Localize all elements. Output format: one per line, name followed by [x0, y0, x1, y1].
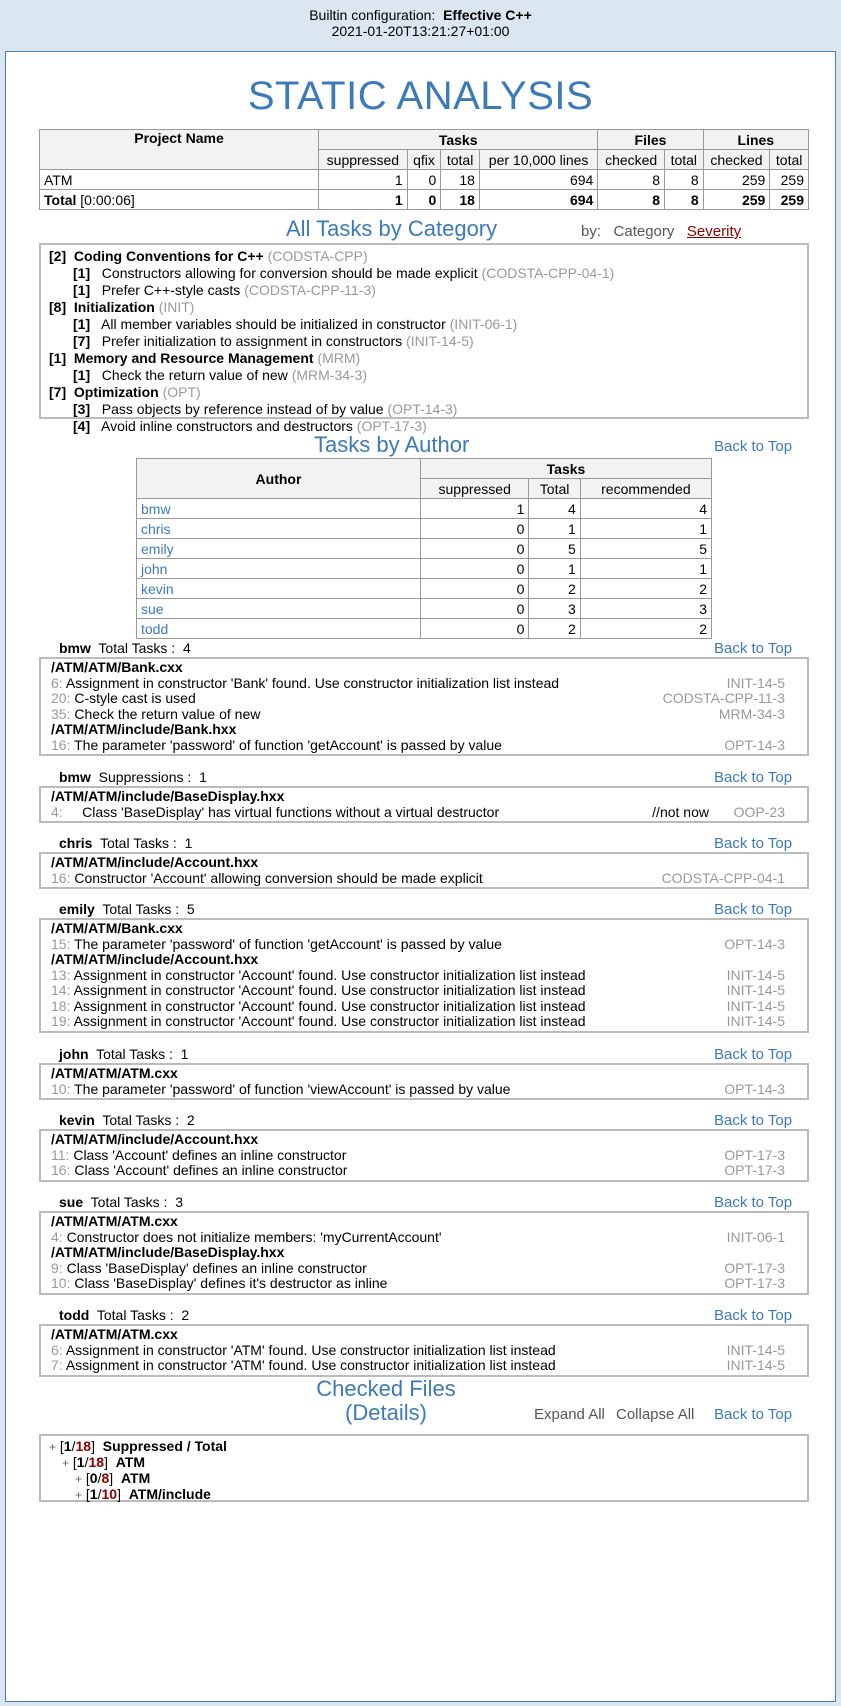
- detail-author: bmw: [59, 769, 91, 785]
- rule-name: Check the return value of new: [101, 367, 288, 383]
- author-detail-box: [39, 852, 809, 889]
- page-title: STATIC ANALYSIS: [247, 74, 594, 118]
- col-lines: Lines: [703, 130, 808, 150]
- cell-total: 5: [529, 539, 580, 559]
- tree-node[interactable]: + [1/18] Suppressed / Total: [49, 1438, 227, 1454]
- col-tasks: Tasks: [421, 459, 712, 479]
- suppressed-count: 1: [76, 1454, 85, 1470]
- task-message: Constructor 'Account' allowing conversion should be made explicit: [74, 869, 483, 886]
- table-row: [137, 579, 712, 599]
- line-number: 35:: [51, 705, 71, 722]
- task-message: Assignment in constructor 'ATM' found. Use constructor initialization list instead: [65, 1357, 556, 1373]
- total-count: 8: [101, 1470, 110, 1486]
- tree-node-name: ATM/include: [128, 1486, 211, 1502]
- cell-suppressed: 0: [421, 599, 529, 619]
- category-item[interactable]: [49, 350, 799, 367]
- task-row[interactable]: [51, 676, 797, 692]
- sort-by-label: by:: [581, 223, 602, 240]
- author-detail-box: [39, 786, 809, 823]
- table-row: [137, 519, 712, 539]
- task-message: Constructor does not initialize members: 'myCurrentAccount': [66, 1228, 442, 1245]
- cell-suppressed: 0: [421, 519, 529, 539]
- cell: 0: [407, 170, 441, 190]
- line-number: 11:: [51, 1146, 70, 1163]
- author-cell: [137, 579, 421, 599]
- task-row[interactable]: [51, 871, 797, 887]
- rule-code: (MRM-34-3): [291, 367, 368, 383]
- col-per10k: per 10,000 lines: [479, 150, 597, 170]
- back-to-top-link[interactable]: Back to Top: [714, 438, 793, 455]
- author-cell: [137, 599, 421, 619]
- line-number: 14:: [51, 982, 71, 998]
- cell-total: 1: [529, 559, 580, 579]
- rule-count: [1]: [73, 282, 91, 298]
- author-cell: [137, 539, 421, 559]
- author-table: [136, 458, 712, 639]
- cell-suppressed: 1: [421, 499, 529, 519]
- cell: 1: [319, 190, 408, 210]
- tree-node-name: ATM: [120, 1470, 151, 1486]
- author-section-title: Tasks by Author: [314, 432, 470, 457]
- author-link[interactable]: todd: [141, 620, 169, 637]
- detail-author: todd: [59, 1307, 90, 1323]
- detail-author: chris: [59, 835, 93, 851]
- sort-by-category[interactable]: Category: [613, 223, 675, 240]
- cell: 8: [598, 190, 665, 210]
- author-detail-box: [39, 657, 809, 756]
- cell: 0: [407, 190, 441, 210]
- detail-count: 1: [180, 1046, 189, 1062]
- category-count: [8]: [49, 299, 67, 315]
- rule-id: CODSTA-CPP-04-1: [661, 869, 785, 886]
- category-count: [1]: [49, 350, 67, 366]
- category-count: [2]: [49, 248, 67, 264]
- tree-node-name: ATM: [115, 1454, 146, 1470]
- col-files: Files: [598, 130, 703, 150]
- author-detail-box: [39, 918, 809, 1033]
- task-row[interactable]: [51, 1082, 797, 1098]
- rule-id: INIT-14-5: [726, 966, 785, 983]
- task-message: Assignment in constructor 'Account' found. Use constructor initialization list instead: [73, 1013, 586, 1029]
- rule-id: OPT-17-3: [724, 1146, 785, 1163]
- line-number: 10:: [51, 1080, 71, 1097]
- category-code: (CODSTA-CPP): [267, 248, 368, 264]
- rule-count: [7]: [73, 333, 91, 349]
- cell-suppressed: 0: [421, 559, 529, 579]
- detail-label: Total Tasks :: [98, 640, 176, 656]
- file-path[interactable]: /ATM/ATM/ATM.cxx: [51, 1065, 178, 1081]
- detail-author: kevin: [59, 1112, 95, 1128]
- task-message: The parameter 'password' of function 'getAccount' is passed by value: [74, 935, 502, 952]
- detail-count: 2: [186, 1112, 195, 1128]
- file-path[interactable]: /ATM/ATM/Bank.cxx: [51, 920, 183, 936]
- line-number: 18:: [51, 997, 71, 1014]
- rule-name: Pass objects by reference instead of by value: [101, 401, 384, 417]
- detail-label: Suppressions :: [98, 769, 192, 785]
- summary-table: [39, 129, 809, 210]
- task-message: Class 'Account' defines an inline constructor: [74, 1162, 348, 1178]
- cell: 18: [441, 190, 480, 210]
- rule-name: Avoid inline constructors and destructors: [101, 418, 353, 434]
- task-row[interactable]: [51, 1163, 797, 1179]
- file-path[interactable]: /ATM/ATM/Bank.cxx: [51, 659, 183, 675]
- cell-recommended: 3: [580, 599, 711, 619]
- task-message: Class 'Account' defines an inline constructor: [73, 1146, 347, 1163]
- project-name: ATM: [40, 170, 319, 190]
- rule-id: OPT-17-3: [724, 1275, 785, 1291]
- back-to-top-link[interactable]: Back to Top: [714, 769, 793, 786]
- cell-recommended: 1: [580, 559, 711, 579]
- author-link[interactable]: kevin: [141, 580, 174, 597]
- cell-recommended: 2: [580, 619, 711, 639]
- detail-label: Total Tasks :: [96, 1307, 174, 1323]
- line-number: 16:: [51, 1162, 71, 1178]
- rule-id: INIT-06-1: [726, 1228, 785, 1245]
- task-message: Class 'BaseDisplay' defines an inline constructor: [66, 1259, 367, 1276]
- task-row[interactable]: [51, 983, 797, 999]
- rule-item[interactable]: [49, 282, 799, 299]
- line-number: 4:: [51, 803, 63, 820]
- back-to-top-link[interactable]: Back to Top: [714, 640, 793, 657]
- category-name: Initialization: [73, 299, 155, 315]
- task-row[interactable]: [51, 1358, 797, 1374]
- task-message: Assignment in constructor 'Bank' found. Use constructor initialization list instead: [65, 674, 560, 691]
- rule-id: CODSTA-CPP-11-3: [662, 690, 785, 706]
- report-page: [5, 51, 836, 1702]
- cell: 259: [703, 190, 770, 210]
- suppressed-count: 0: [89, 1470, 98, 1486]
- task-row[interactable]: [51, 707, 797, 723]
- col-author: Author: [137, 459, 421, 499]
- cell-recommended: 5: [580, 539, 711, 559]
- col-total: Total: [529, 479, 580, 499]
- expand-icon[interactable]: +: [75, 1472, 83, 1486]
- author-link[interactable]: sue: [141, 600, 164, 617]
- cell-total: 2: [529, 579, 580, 599]
- rule-count: [4]: [73, 418, 91, 434]
- suppressed-count: 1: [63, 1438, 72, 1454]
- sort-by-controls: [581, 223, 741, 240]
- line-number: 6:: [51, 674, 63, 691]
- task-message: C-style cast is used: [74, 690, 196, 706]
- author-link[interactable]: bmw: [141, 500, 171, 517]
- rule-item[interactable]: [49, 401, 799, 418]
- category-item[interactable]: [49, 384, 799, 401]
- summary-row-total: [40, 190, 809, 210]
- line-number: 9:: [51, 1259, 63, 1276]
- back-to-top-link[interactable]: Back to Top: [714, 1046, 793, 1063]
- file-path[interactable]: /ATM/ATM/include/Account.hxx: [51, 951, 259, 967]
- author-detail-box: [39, 1063, 809, 1100]
- rule-item[interactable]: [49, 367, 799, 384]
- project-name: Total [0:00:06]: [40, 190, 319, 210]
- author-cell: [137, 499, 421, 519]
- task-message: Class 'BaseDisplay' has virtual functions without a virtual destructor: [66, 803, 500, 820]
- rule-code: (INIT-06-1): [449, 316, 518, 332]
- task-row[interactable]: [51, 1276, 797, 1292]
- task-message: Assignment in constructor 'Account' found. Use constructor initialization list instead: [73, 982, 586, 998]
- rule-code: (CODSTA-CPP-11-3): [244, 282, 376, 298]
- back-to-top-link[interactable]: Back to Top: [714, 835, 793, 852]
- rule-count: [3]: [73, 401, 91, 417]
- author-detail-box: [39, 1211, 809, 1295]
- col-files-total: total: [664, 150, 703, 170]
- col-tasks: Tasks: [319, 130, 598, 150]
- report-timestamp: 2021-01-20T13:21:27+01:00: [331, 23, 510, 39]
- rule-count: [1]: [73, 367, 91, 383]
- task-row[interactable]: [51, 691, 797, 707]
- category-section-title: All Tasks by Category: [286, 216, 498, 241]
- detail-label: Total Tasks :: [96, 1046, 173, 1062]
- table-row: [137, 499, 712, 519]
- author-cell: [137, 559, 421, 579]
- suppressed-count: 1: [89, 1486, 98, 1502]
- author-detail-header: [59, 1112, 195, 1128]
- cell: 1: [319, 170, 408, 190]
- line-number: 7:: [51, 1357, 63, 1373]
- file-path[interactable]: /ATM/ATM/include/Account.hxx: [51, 1131, 259, 1147]
- line-number: 4:: [51, 1228, 63, 1245]
- cell-suppressed: 0: [421, 539, 529, 559]
- task-row[interactable]: [51, 968, 797, 984]
- cell: 8: [598, 170, 665, 190]
- detail-author: sue: [59, 1194, 84, 1210]
- line-number: 10:: [51, 1275, 71, 1291]
- detail-count: 2: [181, 1307, 190, 1323]
- rule-id: OPT-14-3: [724, 736, 785, 753]
- author-detail-header: [59, 1307, 189, 1323]
- cell-total: 1: [529, 519, 580, 539]
- category-item[interactable]: [49, 299, 799, 316]
- rule-id: OPT-14-3: [724, 935, 785, 952]
- detail-count: 5: [186, 901, 195, 917]
- task-row[interactable]: [51, 1230, 797, 1246]
- file-path[interactable]: /ATM/ATM/include/BaseDisplay.hxx: [51, 788, 285, 804]
- rule-id: MRM-34-3: [718, 705, 785, 722]
- tree-node[interactable]: + [1/10] ATM/include: [75, 1486, 211, 1502]
- detail-author: john: [59, 1046, 89, 1062]
- detail-count: 1: [199, 769, 207, 785]
- author-cell: [137, 619, 421, 639]
- rule-id: OPT-17-3: [724, 1259, 785, 1276]
- rule-id: OOP-23: [733, 803, 785, 820]
- cell-suppressed: 0: [421, 619, 529, 639]
- col-recommended: recommended: [580, 479, 711, 499]
- author-detail-header: [59, 1046, 188, 1062]
- cell-suppressed: 0: [421, 579, 529, 599]
- rule-code: (INIT-14-5): [406, 333, 474, 349]
- rule-id: INIT-14-5: [726, 997, 785, 1014]
- back-to-top-link[interactable]: Back to Top: [714, 901, 793, 918]
- cell: 8: [664, 170, 703, 190]
- detail-count: 3: [175, 1194, 184, 1210]
- task-row[interactable]: [51, 1014, 797, 1030]
- col-lines-checked: checked: [703, 150, 770, 170]
- task-row[interactable]: [51, 805, 797, 821]
- author-link[interactable]: john: [141, 560, 168, 577]
- rule-count: [1]: [73, 265, 91, 281]
- file-path[interactable]: /ATM/ATM/include/Bank.hxx: [51, 721, 237, 737]
- config-name: Effective C++: [443, 7, 532, 23]
- cell: 694: [479, 190, 597, 210]
- task-message: Class 'BaseDisplay' defines it's destructor as inline: [74, 1275, 388, 1291]
- expand-icon[interactable]: +: [75, 1488, 83, 1502]
- total-count: 18: [88, 1454, 105, 1470]
- expand-icon[interactable]: +: [62, 1456, 70, 1470]
- rule-item[interactable]: [49, 333, 799, 350]
- line-number: 16:: [51, 869, 71, 886]
- line-number: 16:: [51, 736, 71, 753]
- cell-recommended: 4: [580, 499, 711, 519]
- task-row[interactable]: [51, 937, 797, 953]
- line-number: 15:: [51, 935, 71, 952]
- rule-code: (OPT-17-3): [356, 418, 427, 434]
- task-row[interactable]: [51, 1343, 797, 1359]
- author-link[interactable]: emily: [141, 540, 174, 557]
- cell: 694: [479, 170, 597, 190]
- category-item[interactable]: [49, 248, 799, 265]
- file-path[interactable]: /ATM/ATM/include/Account.hxx: [51, 854, 259, 870]
- line-number: 6:: [51, 1341, 63, 1358]
- category-name: Coding Conventions for C++: [73, 248, 264, 264]
- task-message: Check the return value of new: [74, 705, 261, 722]
- cell-recommended: 2: [580, 579, 711, 599]
- config-label: Builtin configuration:: [309, 7, 436, 23]
- report-header: [0, 0, 841, 51]
- rule-id: INIT-14-5: [726, 674, 785, 691]
- task-message: Assignment in constructor 'ATM' found. Use constructor initialization list instead: [65, 1341, 556, 1358]
- cell-total: 3: [529, 599, 580, 619]
- back-to-top-link[interactable]: Back to Top: [714, 1406, 793, 1423]
- line-number: 20:: [51, 690, 71, 706]
- cell: 259: [770, 170, 809, 190]
- rule-id: INIT-14-5: [726, 1357, 785, 1373]
- tree-node[interactable]: + [0/8] ATM: [75, 1470, 151, 1486]
- file-path[interactable]: /ATM/ATM/ATM.cxx: [51, 1213, 178, 1229]
- category-count: [7]: [49, 384, 67, 400]
- collapse-all-link[interactable]: Collapse All: [616, 1406, 695, 1423]
- col-total: total: [441, 150, 480, 170]
- author-detail-box: [39, 1129, 809, 1182]
- rule-item[interactable]: [49, 316, 799, 333]
- table-row: [137, 599, 712, 619]
- col-suppressed: suppressed: [319, 150, 408, 170]
- author-detail-header: [59, 640, 191, 656]
- task-row[interactable]: [51, 999, 797, 1015]
- col-project-name: Project Name: [40, 130, 319, 170]
- task-row[interactable]: [51, 1261, 797, 1277]
- back-to-top-link[interactable]: Back to Top: [714, 1194, 793, 1211]
- cell-total: 4: [529, 499, 580, 519]
- rule-code: (CODSTA-CPP-04-1): [481, 265, 615, 281]
- line-number: 13:: [51, 966, 71, 983]
- category-code: (INIT): [158, 299, 195, 315]
- task-row[interactable]: [51, 738, 797, 754]
- detail-label: Total Tasks :: [102, 901, 180, 917]
- rule-name: Prefer initialization to assignment in constructors: [101, 333, 403, 349]
- category-code: (MRM): [317, 350, 361, 366]
- rule-name: Prefer C++-style casts: [101, 282, 241, 298]
- rule-count: [1]: [73, 316, 91, 332]
- author-detail-box: [39, 1324, 809, 1377]
- cell: 259: [703, 170, 770, 190]
- table-row: [137, 619, 712, 639]
- suppression-comment: //not now: [652, 803, 709, 820]
- cell-recommended: 1: [580, 519, 711, 539]
- cell: 18: [441, 170, 480, 190]
- tree-node[interactable]: + [1/18] ATM: [62, 1454, 146, 1470]
- detail-label: Total Tasks :: [90, 1194, 168, 1210]
- rule-code: (OPT-14-3): [387, 401, 458, 417]
- expand-icon[interactable]: +: [49, 1440, 57, 1454]
- task-message: Assignment in constructor 'Account' found. Use constructor initialization list instead: [73, 966, 586, 983]
- sort-by-severity-link[interactable]: Severity: [686, 223, 742, 240]
- checked-files-title: Checked Files (Details): [316, 1376, 456, 1425]
- task-row[interactable]: [51, 1148, 797, 1164]
- rule-id: INIT-14-5: [726, 982, 785, 998]
- col-suppressed: suppressed: [421, 479, 529, 499]
- col-lines-total: total: [770, 150, 809, 170]
- detail-author: emily: [59, 901, 95, 917]
- detail-label: Total Tasks :: [102, 1112, 180, 1128]
- col-qfix: qfix: [407, 150, 441, 170]
- back-to-top-link[interactable]: Back to Top: [714, 1112, 793, 1129]
- detail-count: 1: [184, 835, 193, 851]
- rule-id: INIT-14-5: [726, 1013, 785, 1029]
- cell: 259: [770, 190, 809, 210]
- rule-name: All member variables should be initialized in constructor: [101, 316, 446, 332]
- summary-row-atm: [40, 170, 809, 190]
- col-files-checked: checked: [598, 150, 665, 170]
- task-message: The parameter 'password' of function 'getAccount' is passed by value: [74, 736, 502, 753]
- author-link[interactable]: chris: [141, 520, 171, 537]
- category-code: (OPT): [162, 384, 201, 400]
- tree-node-name: Suppressed / Total: [102, 1438, 227, 1454]
- task-message: Assignment in constructor 'Account' found. Use constructor initialization list instead: [73, 997, 586, 1014]
- rule-id: INIT-14-5: [726, 1341, 785, 1358]
- total-count: 10: [101, 1486, 118, 1502]
- category-name: Memory and Resource Management: [73, 350, 314, 366]
- total-count: 18: [75, 1438, 92, 1454]
- expand-all-link[interactable]: Expand All: [534, 1406, 605, 1423]
- back-to-top-link[interactable]: Back to Top: [714, 1307, 793, 1324]
- detail-label: Total Tasks :: [100, 835, 177, 851]
- line-number: 19:: [51, 1013, 71, 1029]
- file-path[interactable]: /ATM/ATM/ATM.cxx: [51, 1326, 178, 1342]
- detail-author: bmw: [59, 640, 91, 656]
- author-detail-header: [59, 901, 195, 917]
- cell-total: 2: [529, 619, 580, 639]
- rule-id: OPT-14-3: [724, 1080, 785, 1097]
- category-name: Optimization: [73, 384, 159, 400]
- cell: 8: [664, 190, 703, 210]
- rule-item[interactable]: [49, 265, 799, 282]
- checked-files-tree: [39, 1434, 809, 1502]
- author-detail-header: [59, 1194, 183, 1210]
- table-row: [137, 559, 712, 579]
- detail-count: 4: [182, 640, 191, 656]
- category-tree: [39, 243, 809, 434]
- table-row: [137, 539, 712, 559]
- author-detail-header: [59, 835, 192, 851]
- author-cell: [137, 519, 421, 539]
- task-message: The parameter 'password' of function 'viewAccount' is passed by value: [74, 1080, 511, 1097]
- author-detail-header: [59, 769, 207, 785]
- rule-id: OPT-17-3: [724, 1162, 785, 1178]
- file-path[interactable]: /ATM/ATM/include/BaseDisplay.hxx: [51, 1244, 285, 1260]
- rule-name: Constructors allowing for conversion should be made explicit: [101, 265, 478, 281]
